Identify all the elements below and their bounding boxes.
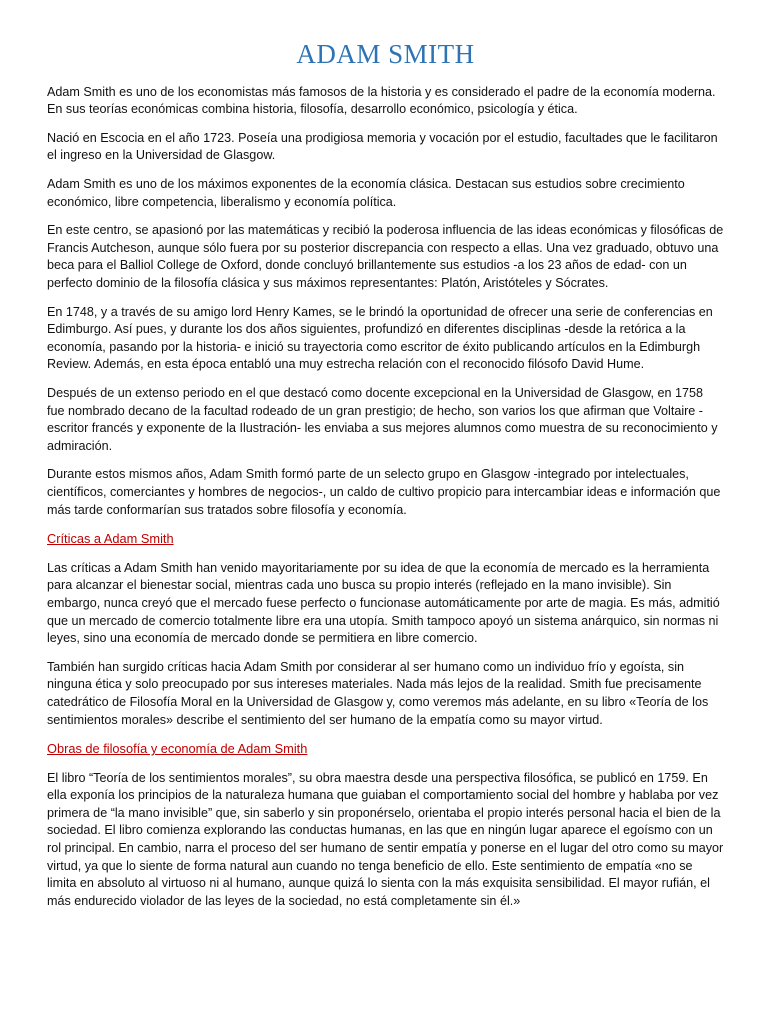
paragraph-intro-1: Adam Smith es uno de los economistas más famosos de la historia y es considerado el padre de la economía moderna. En sus teorías económicas combina historia, filosofía, desarrollo económico, psicología y ética.: [47, 84, 716, 117]
heading-obras: Obras de filosofía y economía de Adam Smith: [47, 741, 308, 757]
paragraph-criticas-2: También han surgido críticas hacia Adam Smith por considerar al ser humano como un individuo frío y egoísta, sin ninguna ética y solo preocupado por sus intereses materiales. Nada más lejos de la realidad. Smith fue precisamente catedrático de Filosofía Moral en la Universidad de Glasgow y, como veremos más adelante, en su libro «Teoría de los sentimientos morales» describe el sentimiento del ser humano de la empatía como su mayor virtud.: [47, 659, 709, 727]
heading-criticas: Críticas a Adam Smith: [47, 531, 174, 547]
paragraph-criticas-1: Las críticas a Adam Smith han venido mayoritariamente por su idea de que la economía de mercado es la herramienta para alcanzar el bienestar social, mientras cada uno busca su propio interés (reflejado en la mano invisible). Sin embargo, nunca creyó que el mercado fuese perfecto o funcionase automáticamente por arte de magia. Es más, admitió que un mercado de comercio totalmente libre era una utopía. Smith tampoco apoyó un sistema anárquico, sin normas ni leyes, sino una economía de mercado donde se permitiera en libre comercio.: [47, 560, 720, 646]
paragraph-intro-4: En este centro, se apasionó por las matemáticas y recibió la poderosa influencia de las ideas económicas y filosóficas de Francis Autcheson, aunque sólo fuera por su posterior discrepancia con respecto a ellas. Una vez graduado, obtuvo una beca para el Balliol College de Oxford, donde concluyó brillantemente sus estudios -a los 23 años de edad- con un perfecto dominio de la filosofía clásica y sus máximos representantes: Platón, Aristóteles y Sócrates.: [47, 223, 724, 291]
paragraph-intro-3: Adam Smith es uno de los máximos exponentes de la economía clásica. Destacan sus estudios sobre crecimiento económico, libre competencia, liberalismo y economía política.: [47, 177, 685, 209]
paragraph-obras-1: El libro “Teoría de los sentimientos morales”, su obra maestra desde una perspectiva filosófica, se publicó en 1759. En ella exponía los principios de la naturaleza humana que guiaban el comportamiento social del hombre y hablaba por vez primera de “la mano invisible” que, sin saberlo y sin proponérselo, orientaba el propio interés personal hacia el bien de la sociedad. El libro comienza explorando las conductas humanas, en las que en ningún lugar aparece el egoísmo con un rol principal. En cambio, narra el proceso del ser humano de sentir empatía y ponerse en el lugar del otro como su mayor virtud, ya que lo siente de forma natural aun cuando no tenga beneficio de ello. Este sentimiento de empatía «no se limita en absoluto al virtuoso ni al humano, aunque quizá lo sienta con la más exquisita sensibilidad. El mayor rufián, el más endurecido violador de las leyes de la sociedad, no está completamente sin él.»: [47, 770, 724, 908]
paragraph-intro-2: Nació en Escocia en el año 1723. Poseía una prodigiosa memoria y vocación por el estudio, facultades que le facilitaron el ingreso en la Universidad de Glasgow.: [47, 130, 718, 163]
paragraph-intro-7: Durante estos mismos años, Adam Smith formó parte de un selecto grupo en Glasgow -integrado por intelectuales, científicos, comerciantes y hombres de negocios-, un caldo de cultivo propicio para intercambiar ideas e información que más tarde conformarían sus tratados sobre filosofía y economía.: [47, 467, 721, 517]
paragraph-intro-5: En 1748, y a través de su amigo lord Henry Kames, se le brindó la oportunidad de ofrecer una serie de conferencias en Edimburgo. Así pues, y durante los dos años siguientes, profundizó en diferentes disciplinas -desde la retórica a la economía, pasando por la historia- e inició su trayectoria como escritor de éxito publicando artículos en la Edimburgh Review. Además, en esta época entabló una muy estrecha relación con el reconocido filósofo David Hume.: [47, 304, 713, 372]
page-title: ADAM SMITH: [296, 39, 475, 69]
paragraph-intro-6: Después de un extenso periodo en el que destacó como docente excepcional en la Universidad de Glasgow, en 1758 fue nombrado decano de la facultad rodeado de un gran prestigio; de hecho, son varios los que afirman que Voltaire -escritor francés y exponente de la Ilustración- les enviaba a sus mejores alumnos como muestra de su reconocimiento y admiración.: [47, 386, 718, 453]
